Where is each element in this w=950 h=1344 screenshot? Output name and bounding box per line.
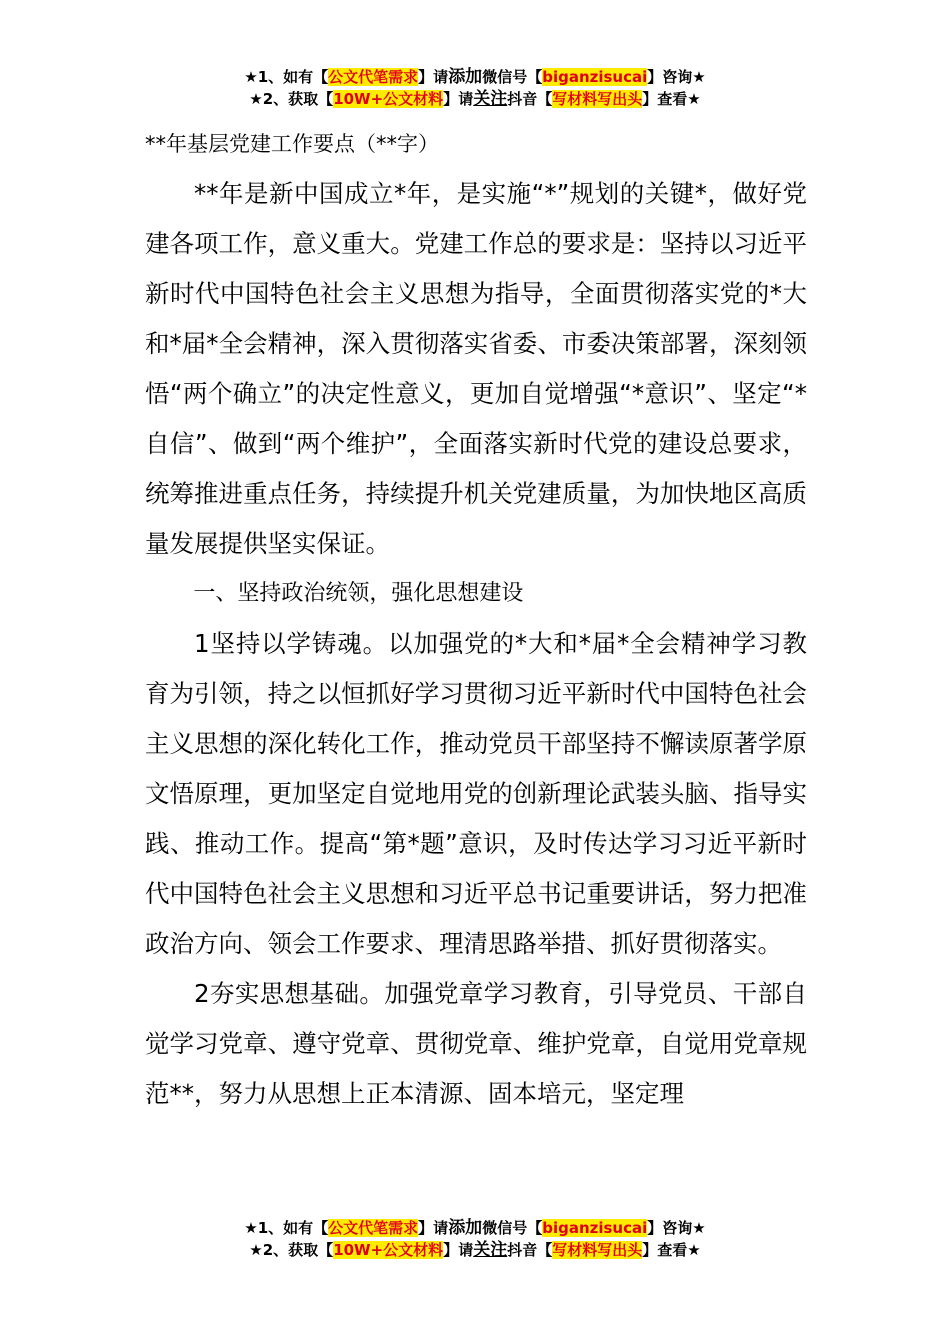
banner-line-1 [0,1217,950,1239]
banner-highlight: 10W+公文材料 [333,1241,444,1259]
banner-douyin-id: 写材料写出头 [552,1241,643,1259]
banner-line-2 [0,88,950,110]
item-paragraph-2: 2夯实思想基础。加强党章学习教育，引导党员、干部自觉学习党章、遵守党章、贯彻党章、维护党章，自觉用党章规范**，努力从思想上正本清源、固本培元，坚定理 [145,979,807,1108]
banner-text: 】咨询★ [647,1219,706,1237]
banner-highlight: 公文代笔需求 [328,68,419,86]
banner-text: 】请 [418,68,449,86]
intro-paragraph: **年是新中国成立*年，是实施“*”规划的关键*，做好党建各项工作，意义重大。党建工作总的要求是：坚持以习近平新时代中国特色社会主义思想为指导，全面贯彻落实党的*大和*届*全会精神，深入贯彻落实省委、市委决策部署，深刻领悟“两个确立”的决定性意义，更加自觉增强“*意识”、坚定“*自信”、做到“两个维护”，全面落实新时代党的建设总要求，统筹推进重点任务，持续提升机关党建质量，为加快地区高质量发展提供坚实保证。 [145,179,807,558]
top-banner [0,66,950,110]
banner-wechat-id: biganzisucai [542,68,648,86]
banner-text: 】请 [443,90,474,108]
bottom-banner [0,1217,950,1261]
banner-emphasis: 关注 [473,1240,508,1260]
banner-highlight: 10W+公文材料 [333,90,444,108]
document-title: **年基层党建工作要点（**字） [145,132,439,156]
banner-text: 】查看★ [642,1241,701,1259]
banner-text: ★1、如有【 [244,1219,329,1237]
banner-text: 】查看★ [642,90,701,108]
document-body [145,126,807,1119]
banner-line-1 [0,66,950,88]
item-paragraph-1: 1坚持以学铸魂。以加强党的*大和*届*全会精神学习教育为引领，持之以恒抓好学习贯彻习近平新时代中国特色社会主义思想的深化转化工作，推动党员干部坚持不懈读原著学原文悟原理，更加坚定自觉地用党的创新理论武装头脑、指导实践、推动工作。提高“第*题”意识，及时传达学习习近平新时代中国特色社会主义思想和习近平总书记重要讲话，努力把准政治方向、领会工作要求、理清思路举措、抓好贯彻落实。 [145,629,807,958]
banner-text: ★2、获取【 [249,1241,334,1259]
banner-text: 微信号【 [482,68,543,86]
banner-emphasis: 添加 [448,1218,483,1238]
banner-wechat-id: biganzisucai [542,1219,648,1237]
banner-douyin-id: 写材料写出头 [552,90,643,108]
banner-line-2 [0,1239,950,1261]
banner-emphasis: 关注 [473,89,508,109]
banner-highlight: 公文代笔需求 [328,1219,419,1237]
banner-text: 】请 [443,1241,474,1259]
banner-text: 】请 [418,1219,449,1237]
banner-text: 抖音【 [507,1241,553,1259]
banner-text: ★1、如有【 [244,68,329,86]
banner-text: 微信号【 [482,1219,543,1237]
banner-emphasis: 添加 [448,67,483,87]
banner-text: 】咨询★ [647,68,706,86]
banner-text: 抖音【 [507,90,553,108]
banner-text: ★2、获取【 [249,90,334,108]
section-heading: 一、坚持政治统领，强化思想建设 [193,581,524,606]
